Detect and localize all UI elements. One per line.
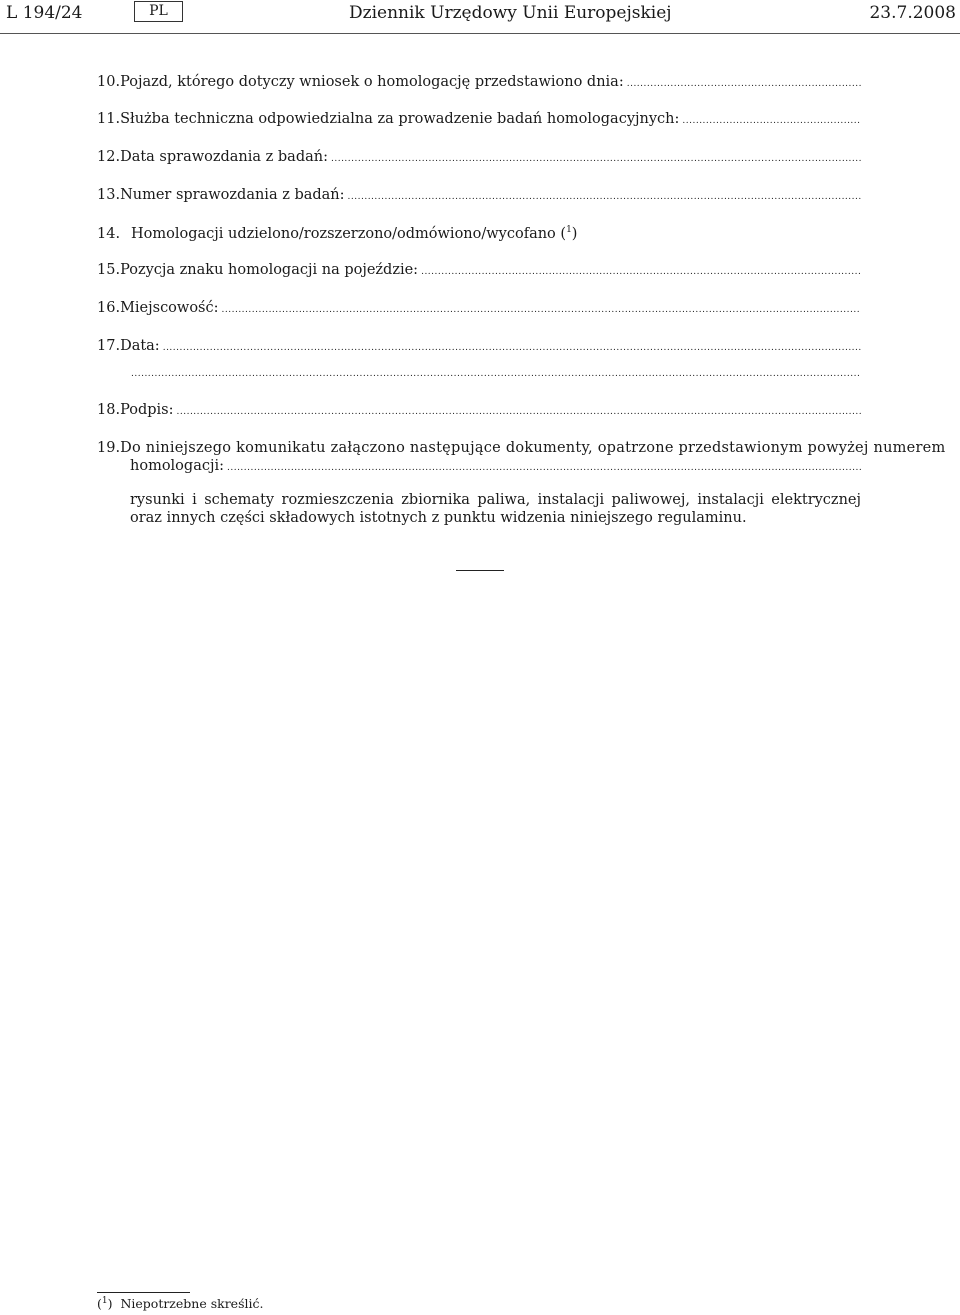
item-label: Pojazd, którego dotyczy wniosek o homologację przedstawiono dnia: [120,74,624,90]
item-number: 17. [97,338,121,354]
item-label: Data: [120,338,160,354]
item-label: Numer sprawozdania z badań: [120,187,345,203]
fill-in-line [163,344,861,353]
footnote-text: Niepotrzebne skreślić. [120,1296,264,1312]
form-item-18 [97,402,861,418]
item-label-end: ) [571,225,578,242]
page-reference: L 194/24 [6,3,83,23]
fill-in-line [177,408,862,417]
attachment-description: rysunki i schematy rozmieszczenia zbiornika paliwa, instalacji paliwowej, instalacji elektrycznej oraz innych części składowych istotnych z punktu widzenia niniejszego regulaminu. [130,492,861,526]
item-number: 18. [97,402,121,418]
item-number: 10. [97,74,121,90]
form-item-13 [97,187,861,203]
form-item-19-continued [130,458,861,474]
item-number: 12. [97,149,121,165]
item-label: Służba techniczna odpowiedzialna za prowadzenie badań homologacyjnych: [120,111,680,127]
form-item-14 [97,225,861,242]
footnote: ($^1$) Niepotrzebne skreślić. [97,1296,264,1312]
item-number: 16. [97,300,121,316]
form-item-19 [97,440,946,456]
item-label: Data sprawozdania z badań: [120,149,328,165]
item-label-continued: homologacji: [130,458,224,474]
page-header [0,0,960,34]
journal-title: Dziennik Urzędowy Unii Europejskiej [349,3,672,23]
item-label-text: Homologacji udzielono/rozszerzono/odmówiono/wycofano ( [131,225,567,242]
item-number: 14. [97,225,121,242]
fill-in-line [348,193,861,202]
form-item-11 [97,111,861,127]
form-item-16 [97,300,861,316]
fill-in-line [331,155,861,164]
footnote-reference: 1 [566,225,572,235]
item-label: Do niniejszego komunikatu załączono następujące dokumenty, opatrzone przedstawionym powyżej numerem [120,440,946,456]
form-item-17 [97,338,861,354]
item-label: Miejscowość: [120,300,219,316]
item-number: 15. [97,262,121,278]
footnote-rule [97,1292,190,1293]
language-badge: PL [134,1,183,22]
item-number: 19. [97,440,121,456]
fill-in-line [421,268,861,277]
fill-in-line [627,80,861,89]
fill-in-line [222,306,861,315]
item-label [131,225,577,242]
form-item-10 [97,74,861,90]
section-separator [456,570,504,571]
publication-date: 23.7.2008 [869,3,956,23]
footnote-marker: 1 [101,1296,108,1306]
form-item-15 [97,262,861,278]
form-item-12 [97,149,861,165]
fill-in-line [227,464,861,473]
fill-in-line [682,117,861,126]
item-number: 11. [97,111,121,127]
item-number: 13. [97,187,121,203]
item-label: Pozycja znaku homologacji na pojeździe: [120,262,419,278]
fill-in-line-extra [131,369,861,379]
item-label: Podpis: [120,402,174,418]
